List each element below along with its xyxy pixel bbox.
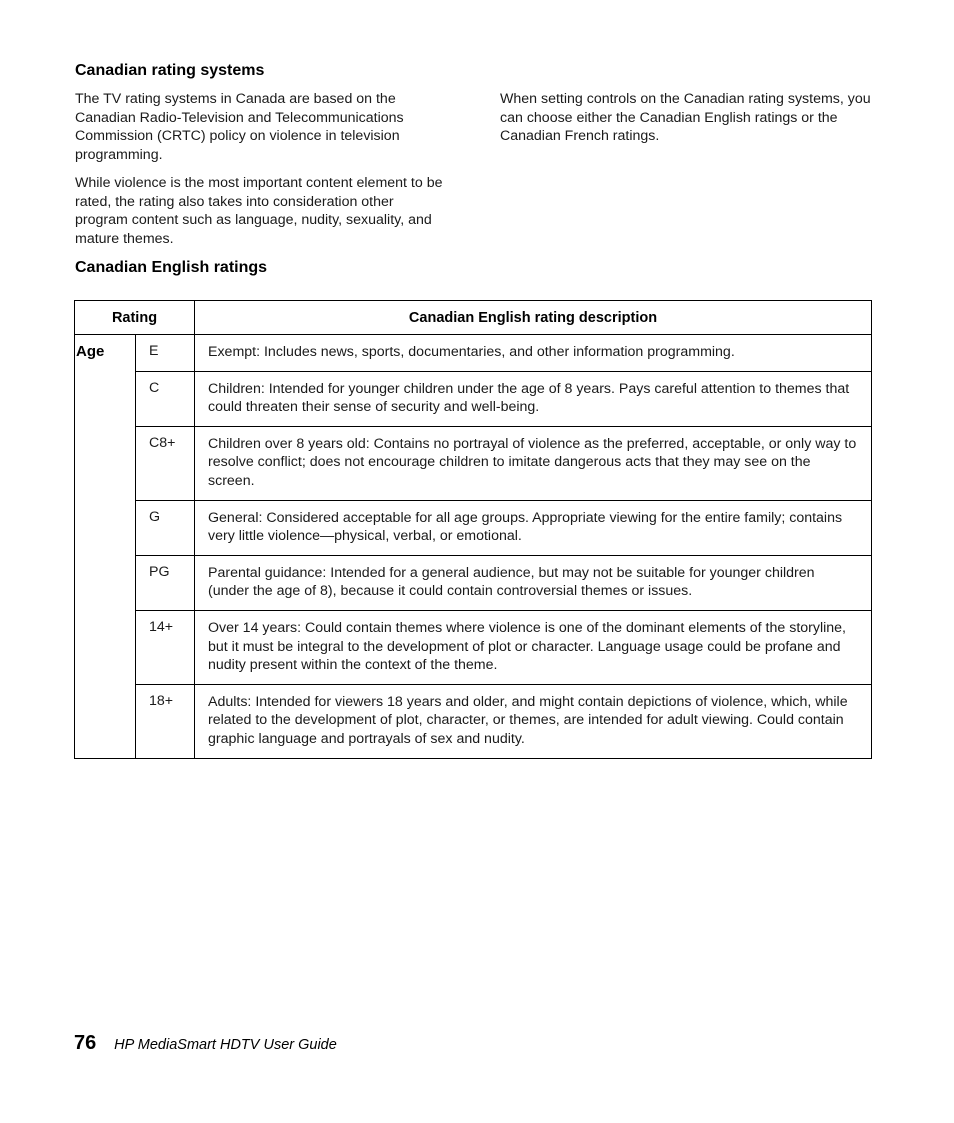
table-row [75, 684, 872, 758]
paragraph: The TV rating systems in Canada are based on the Canadian Radio-Television and Telecommunications Commission (CRTC) policy on violence in television programming. [75, 91, 404, 164]
rating-systems-heading: Canadian rating systems [75, 62, 265, 79]
age-group-label: Age [75, 335, 136, 759]
rating-code: 14+ [136, 610, 195, 684]
table-row [75, 371, 872, 426]
rating-code: E [136, 335, 195, 372]
rating-description: Over 14 years: Could contain themes where violence is one of the dominant elements of the storyline, but it must be integral to the development of plot or character. Language usage could be profane and nudity present within the context of the theme. [195, 610, 872, 684]
table-header-row [75, 301, 872, 335]
table-row [75, 555, 872, 610]
rating-code: G [136, 500, 195, 555]
english-ratings-heading: Canadian English ratings [75, 259, 268, 276]
rating-description: Children: Intended for younger children under the age of 8 years. Pays careful attention to themes that could threaten their sense of security and well-being. [195, 371, 872, 426]
rating-code: PG [136, 555, 195, 610]
table-row [75, 335, 872, 372]
description-column-header: Canadian English rating description [195, 301, 872, 335]
right-column [500, 90, 872, 155]
rating-description: Children over 8 years old: Contains no portrayal of violence as the preferred, acceptable, or only way to resolve conflict; does not encourage children to imitate dangerous acts that they may see on the screen. [195, 426, 872, 500]
left-column [75, 90, 445, 258]
rating-description: Adults: Intended for viewers 18 years and older, and might contain depictions of violence, which, while related to the development of plot, character, or themes, are intended for adult viewing. Could contain graphic language and portrayals of sex and nudity. [195, 684, 872, 758]
page-footer [74, 1032, 337, 1055]
rating-column-header: Rating [75, 301, 195, 335]
page-number: 76 [74, 1032, 97, 1054]
rating-description: General: Considered acceptable for all age groups. Appropriate viewing for the entire family; contains very little violence—physical, verbal, or emotional. [195, 500, 872, 555]
table-row [75, 500, 872, 555]
rating-code: 18+ [136, 684, 195, 758]
paragraph: While violence is the most important content element to be rated, the rating also takes into consideration other program content such as language, nudity, sexuality, and mature themes. [75, 174, 443, 247]
rating-description: Parental guidance: Intended for a general audience, but may not be suitable for younger children (under the age of 8), because it could contain controversial themes or issues. [195, 555, 872, 610]
paragraph: When setting controls on the Canadian rating systems, you can choose either the Canadian English ratings or the Canadian French ratings. [500, 91, 871, 145]
guide-title: HP MediaSmart HDTV User Guide [114, 1037, 337, 1053]
table-row [75, 610, 872, 684]
rating-code: C [136, 371, 195, 426]
ratings-table [74, 300, 872, 759]
table-row [75, 426, 872, 500]
rating-code: C8+ [136, 426, 195, 500]
rating-description: Exempt: Includes news, sports, documentaries, and other information programming. [195, 335, 872, 372]
